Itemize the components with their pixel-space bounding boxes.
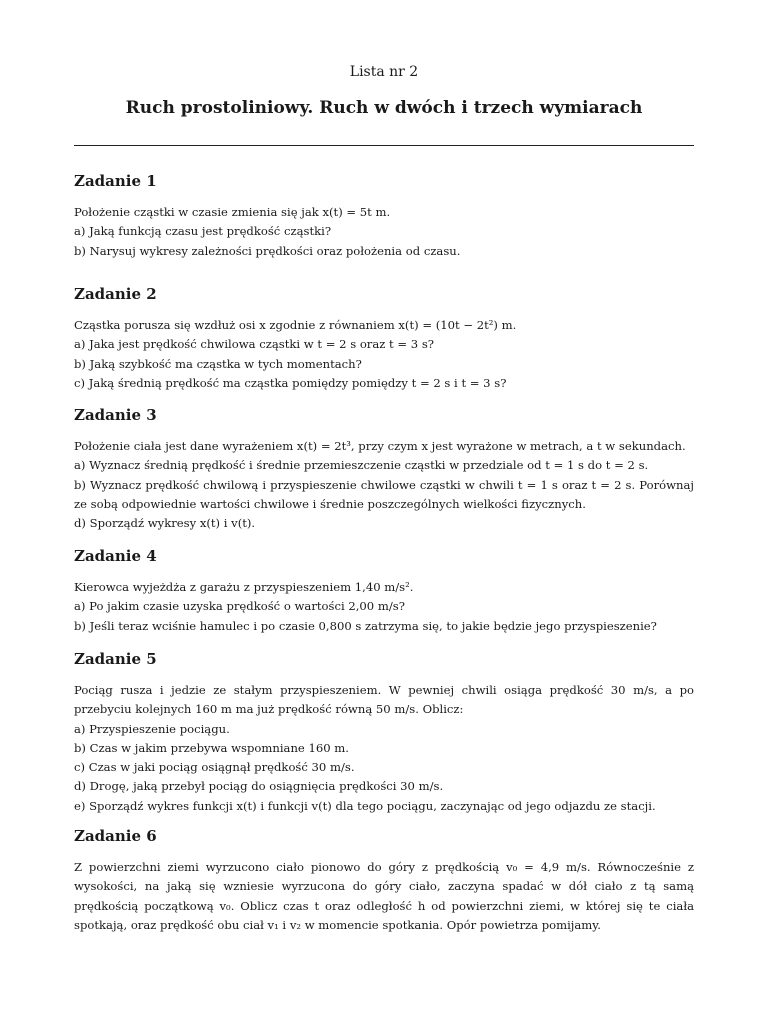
task-line: b) Czas w jakim przebywa wspomniane 160 m. — [74, 740, 349, 755]
task-line: b) Narysuj wykresy zależności prędkości oraz położenia od czasu. — [74, 243, 461, 258]
task-6 — [74, 827, 694, 935]
task-line: a) Jaka jest prędkość chwilowa cząstki w t = 2 s oraz t = 3 s? — [74, 337, 435, 352]
task-line: c) Czas w jaki pociąg osiągnął prędkość 30 m/s. — [74, 760, 355, 775]
task-heading: Zadanie 1 — [74, 172, 157, 190]
task-line: Z powierzchni ziemi wyrzucono ciało pionowo do góry z prędkością v₀ = 4,9 m/s. Równocześnie z wysokości, na jaką się wzniesie wyrzucona do góry ciało, zaczyna spadać w dół ciało z tą samą prędkością początkową v₀. Oblicz czas t oraz odległość h od powierzchni ziemi, w której się te ciała spotkają, oraz prędkość obu ciał v₁ i v₂ w momencie spotkania. Opór powietrza pomijamy. — [74, 860, 694, 932]
task-line: d) Drogę, jaką przebył pociąg do osiągnięcia prędkości 30 m/s. — [74, 779, 444, 794]
task-line: Cząstka porusza się wzdłuż osi x zgodnie z równaniem x(t) = (10t − 2t²) m. — [74, 318, 517, 332]
task-line: Pociąg rusza i jedzie ze stałym przyspieszeniem. W pewniej chwili osiąga prędkość 30 m/s, a po przebyciu kolejnych 160 m ma już prędkość równą 50 m/s. Oblicz: — [74, 683, 694, 717]
task-line: b) Wyznacz prędkość chwilową i przyspieszenie chwilowe cząstki w chwili t = 1 s oraz t = 2 s. Porównaj ze sobą odpowiednie wartości chwilowe i średnie poszczególnych wielkości fizycznych. — [74, 477, 694, 511]
task-heading: Zadanie 5 — [74, 650, 157, 668]
task-2 — [74, 285, 694, 393]
task-line: Położenie cząstki w czasie zmienia się jak x(t) = 5t m. — [74, 205, 391, 219]
task-line: a) Przyspieszenie pociągu. — [74, 721, 230, 736]
title-divider — [74, 145, 694, 146]
task-line: c) Jaką średnią prędkość ma cząstka pomiędzy pomiędzy t = 2 s i t = 3 s? — [74, 375, 507, 390]
task-line: a) Po jakim czasie uzyska prędkość o wartości 2,00 m/s? — [74, 599, 405, 614]
task-4 — [74, 547, 694, 636]
task-heading: Zadanie 3 — [74, 406, 157, 424]
document-title: Ruch prostoliniowy. Ruch w dwóch i trzech wymiarach — [125, 98, 643, 118]
task-line: Położenie ciała jest dane wyrażeniem x(t) = 2t³, przy czym x jest wyrażone w metrach, a t w sekundach. — [74, 439, 686, 453]
list-number: Lista nr 2 — [349, 64, 419, 80]
task-line: b) Jaką szybkość ma cząstka w tych momentach? — [74, 356, 362, 371]
task-3 — [74, 406, 694, 533]
task-line: e) Sporządź wykres funkcji x(t) i funkcji v(t) dla tego pociągu, zaczynając od jego odjazdu ze stacji. — [74, 798, 656, 813]
task-line: a) Jaką funkcją czasu jest prędkość cząstki? — [74, 224, 332, 239]
task-line: a) Wyznacz średnią prędkość i średnie przemieszczenie cząstki w przedziale od t = 1 s do t = 2 s. — [74, 458, 649, 473]
task-heading: Zadanie 2 — [74, 285, 157, 303]
task-line: b) Jeśli teraz wciśnie hamulec i po czasie 0,800 s zatrzyma się, to jakie będzie jego przyspieszenie? — [74, 618, 657, 633]
task-line: d) Sporządź wykresy x(t) i v(t). — [74, 516, 256, 531]
task-heading: Zadanie 6 — [74, 827, 157, 845]
task-heading: Zadanie 4 — [74, 547, 157, 565]
task-1 — [74, 172, 694, 261]
task-5 — [74, 650, 694, 816]
task-line: Kierowca wyjeżdża z garażu z przyspieszeniem 1,40 m/s². — [74, 580, 414, 594]
